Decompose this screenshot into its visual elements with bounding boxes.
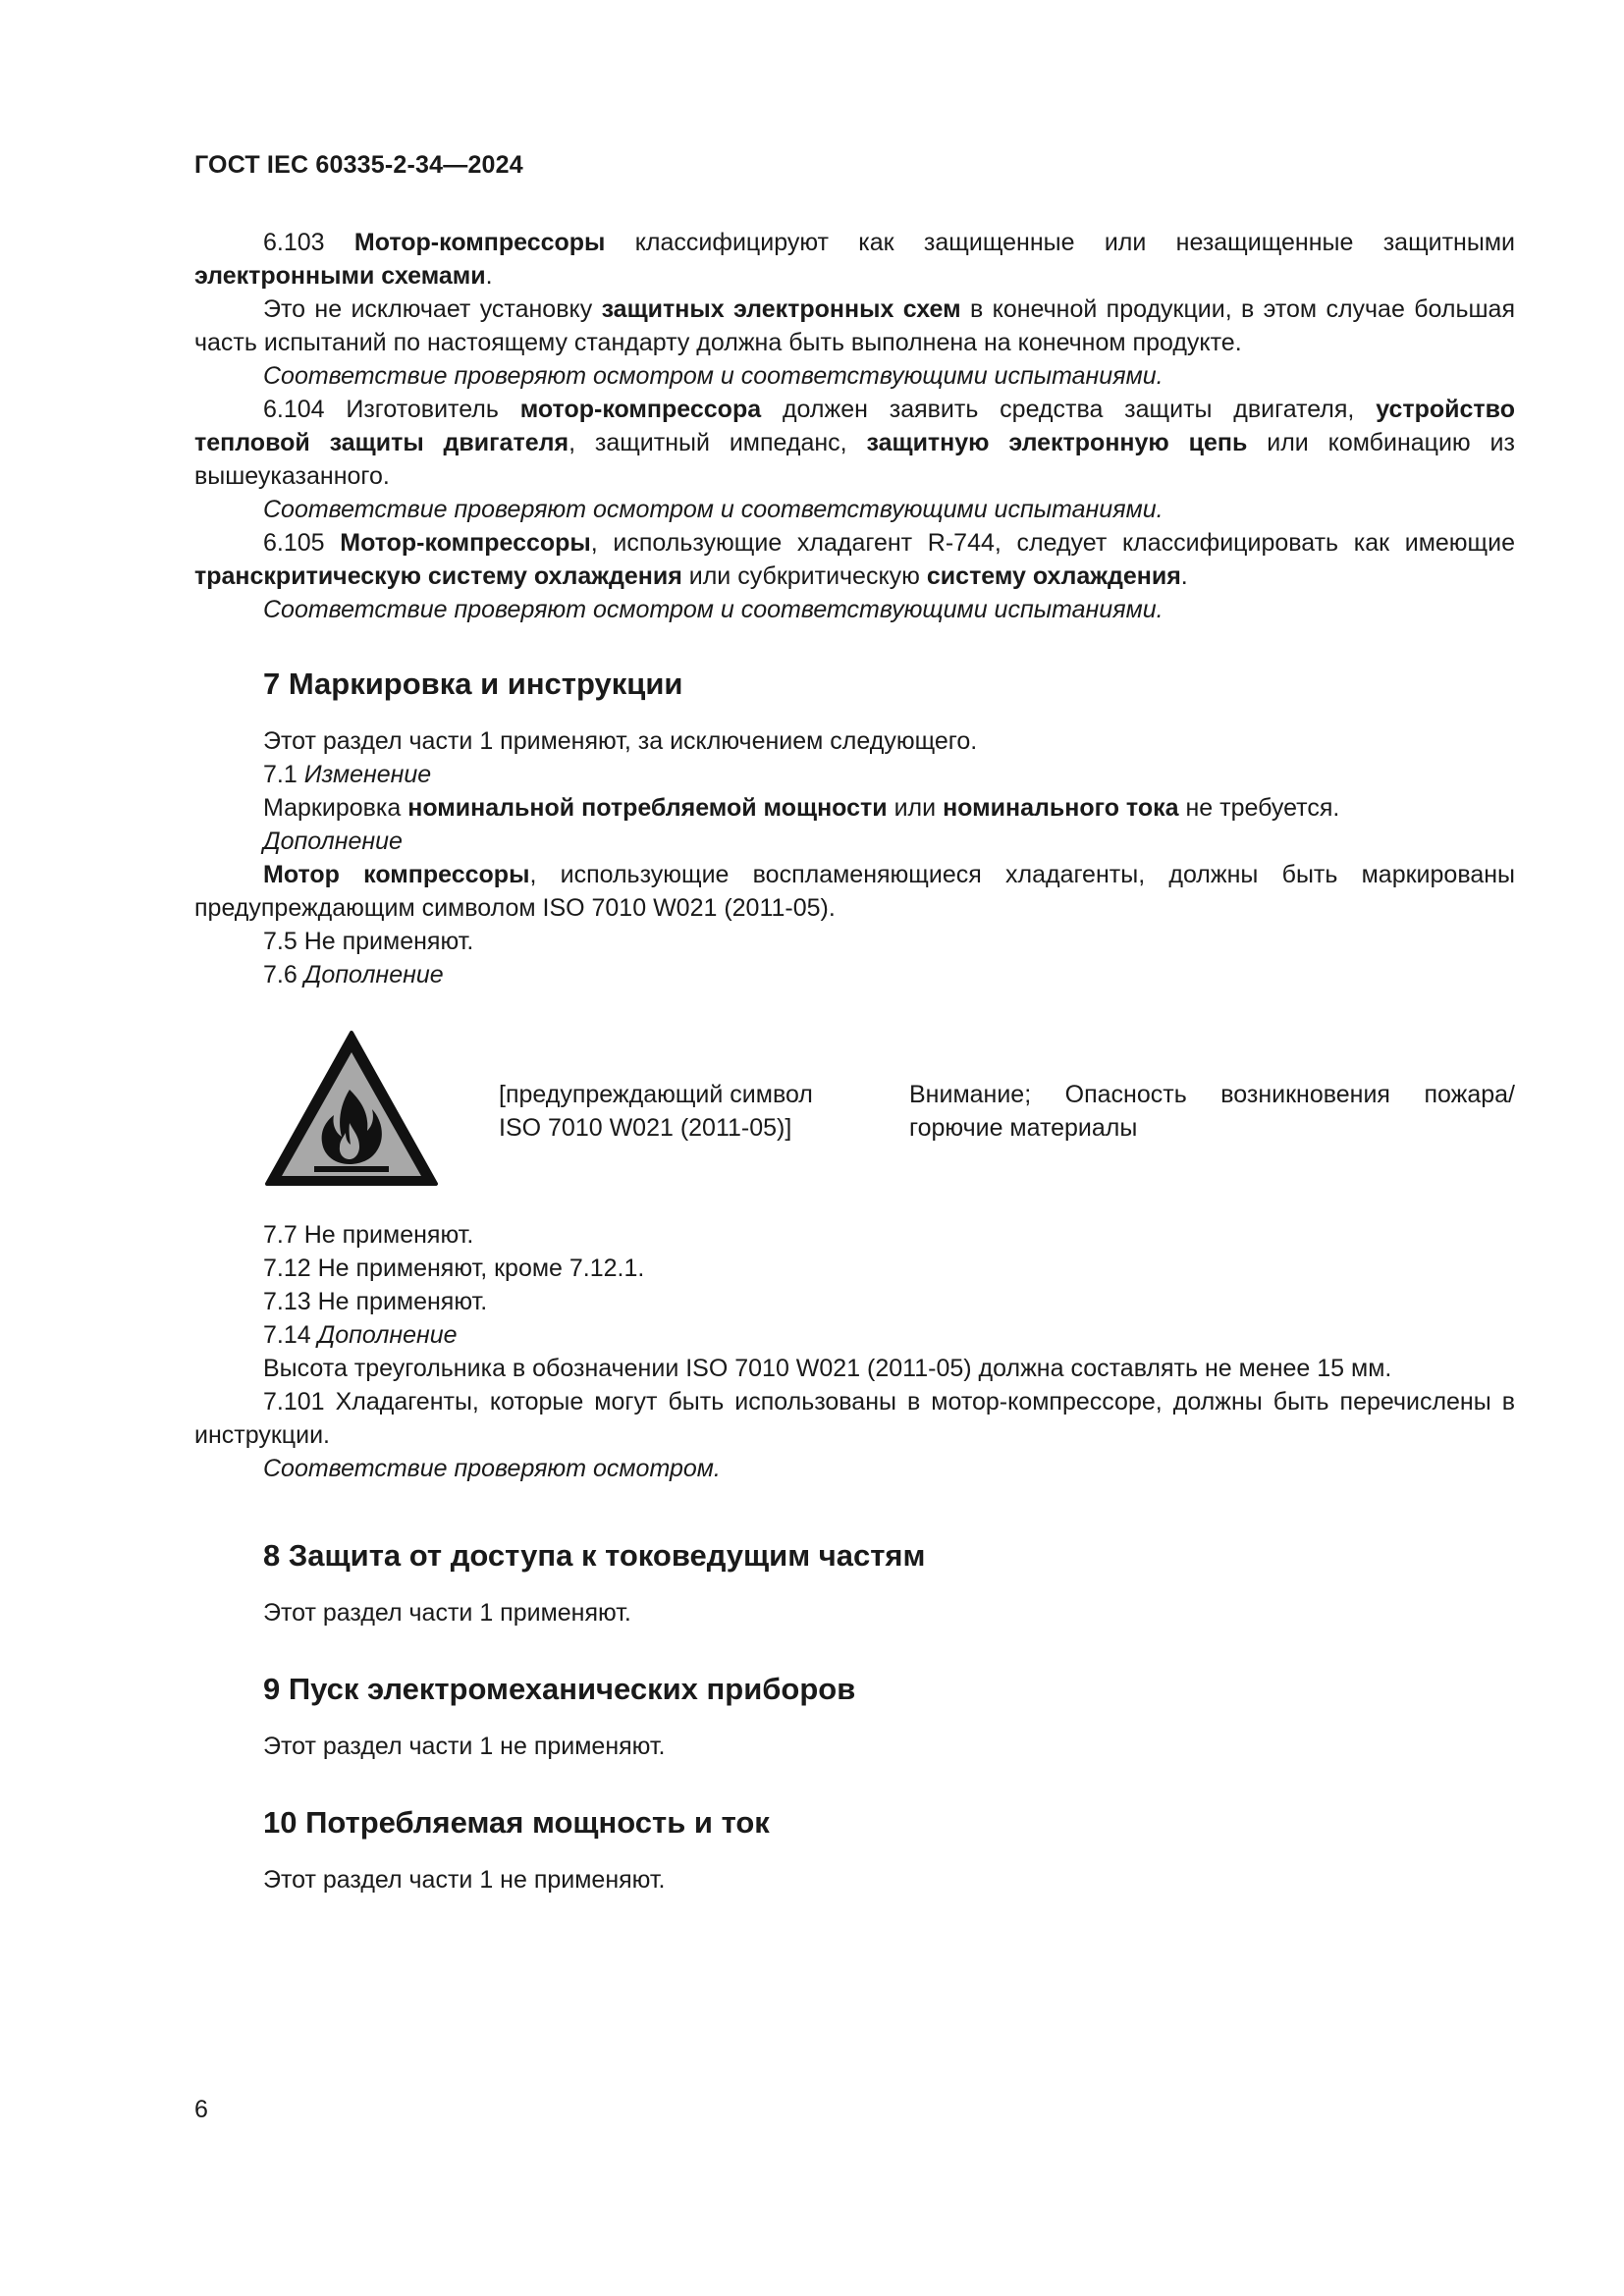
- clause-7-6: 7.6 Дополнение: [263, 961, 444, 988]
- section-10-title: 10 Потребляемая мощность и ток: [263, 1805, 770, 1840]
- clauses-6: [194, 226, 1515, 626]
- section-9: [194, 1670, 1515, 1709]
- section-7-heading-block: [194, 665, 1515, 704]
- clause-6-103: 6.103 Мотор-компрессоры классифицируют как защищенные или незащищенные защитными электронными схемами.: [194, 229, 1515, 290]
- clause-6-105: 6.105 Мотор-компрессоры, использующие хладагент R-744, следует классифицировать как имеющие транскритическую систему охлаждения или субкритическую систему охлаждения.: [194, 529, 1515, 590]
- clause-6-104: 6.104 Изготовитель мотор-компрессора должен заявить средства защиты двигателя, устройство тепловой защиты двигателя, защитный импеданс, защитную электронную цепь или комбинацию из вышеуказанного.: [194, 396, 1515, 490]
- warning-symbol-row: [194, 1029, 1515, 1201]
- section-8-text: Этот раздел части 1 применяют.: [263, 1599, 631, 1627]
- symbol-description: Внимание; Опасность возникновения пожара/ горючие материалы: [909, 1081, 1515, 1142]
- clause-7-101: 7.101 Хладагенты, которые могут быть использованы в мотор-компрессоре, должны быть перечислены в инструкции.: [194, 1388, 1515, 1449]
- section-8-title: 8 Защита от доступа к токоведущим частям: [263, 1538, 926, 1573]
- addition-label-1: Дополнение: [263, 828, 403, 855]
- compliance-7-101: Соответствие проверяют осмотром.: [263, 1455, 721, 1482]
- section-7-body-2: [194, 1218, 1515, 1485]
- triangle-height-text: Высота треугольника в обозначении ISO 7010 W021 (2011-05) должна составлять не менее 15 мм.: [263, 1355, 1392, 1382]
- clause-7-14: 7.14 Дополнение: [263, 1321, 458, 1349]
- section-8-body: [194, 1596, 1515, 1629]
- section-10-text: Этот раздел части 1 не применяют.: [263, 1866, 666, 1894]
- page-number: 6: [194, 2096, 208, 2123]
- flame-base: [314, 1166, 389, 1172]
- clause-7-1: 7.1 Изменение: [263, 761, 432, 788]
- section-9-body: [194, 1730, 1515, 1763]
- compliance-6-104: Соответствие проверяют осмотром и соответствующими испытаниями.: [263, 496, 1164, 523]
- section-10: [194, 1803, 1515, 1842]
- clause-7-12: 7.12 Не применяют, кроме 7.12.1.: [263, 1255, 645, 1282]
- motor-compressor-marking: Мотор компрессоры, использующие воспламеняющиеся хладагенты, должны быть маркированы предупреждающим символом ISO 7010 W021 (2011-05).: [194, 861, 1516, 922]
- section-7-intro: Этот раздел части 1 применяют, за исключением следующего.: [263, 727, 978, 755]
- section-10-body: [194, 1863, 1515, 1896]
- section-8: [194, 1536, 1515, 1575]
- clause-7-13: 7.13 Не применяют.: [263, 1288, 488, 1315]
- compliance-6-103: Соответствие проверяют осмотром и соответствующими испытаниями.: [263, 362, 1164, 390]
- symbol-label: [предупреждающий символ ISO 7010 W021 (2011-05)]: [499, 1081, 813, 1142]
- clause-7-7: 7.7 Не применяют.: [263, 1221, 474, 1249]
- section-7-body: [194, 724, 1515, 991]
- compliance-6-105: Соответствие проверяют осмотром и соответствующими испытаниями.: [263, 596, 1164, 623]
- section-9-text: Этот раздел части 1 не применяют.: [263, 1733, 666, 1760]
- clause-7-1-text: Маркировка номинальной потребляемой мощности или номинального тока не требуется.: [263, 794, 1340, 822]
- section-9-title: 9 Пуск электромеханических приборов: [263, 1672, 856, 1706]
- clause-7-5: 7.5 Не применяют.: [263, 928, 474, 955]
- document-header: ГОСТ IEC 60335-2-34—2024: [194, 151, 523, 179]
- flammable-warning-icon: [263, 1029, 440, 1188]
- section-7-title: 7 Маркировка и инструкции: [263, 667, 683, 701]
- clause-6-103-note: Это не исключает установку защитных электронных схем в конечной продукции, в этом случае большая часть испытаний по настоящему стандарту должна быть выполнена на конечном продукте.: [194, 295, 1515, 356]
